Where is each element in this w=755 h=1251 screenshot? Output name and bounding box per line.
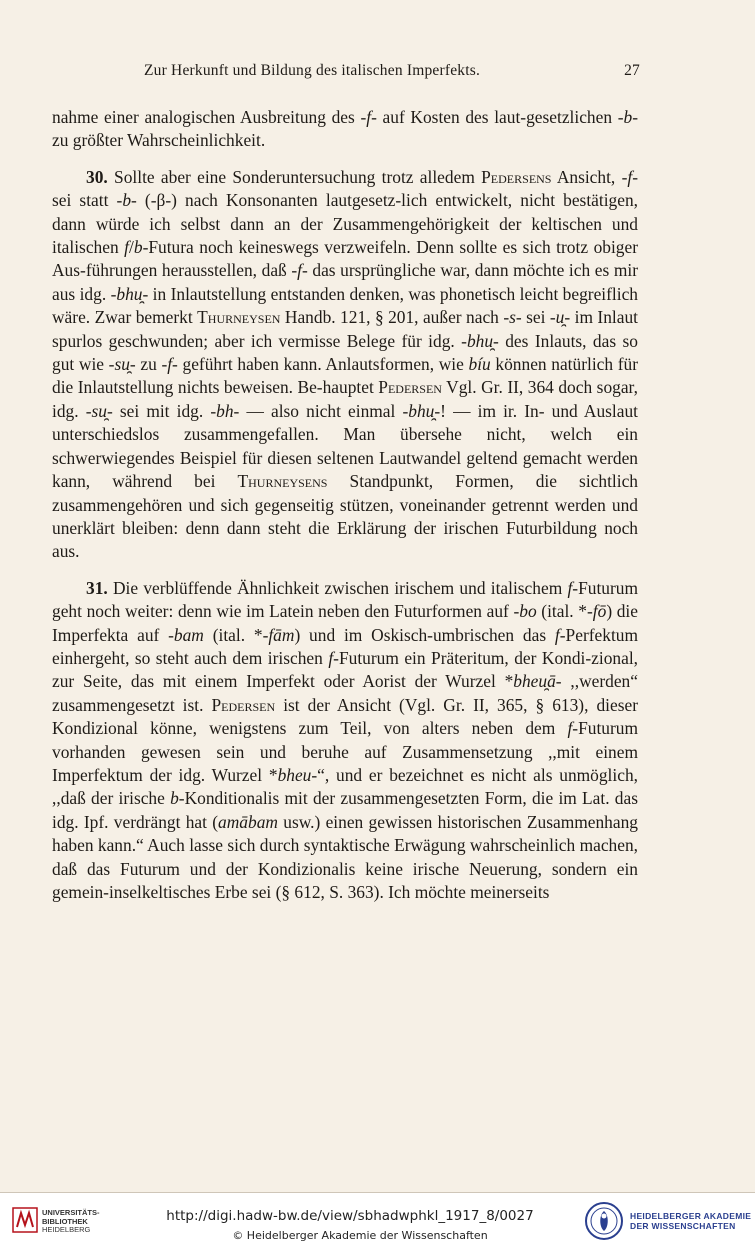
page-number: 27 [624, 62, 640, 79]
paragraph-section-31 [52, 577, 638, 905]
library-logo-icon [12, 1207, 38, 1233]
academy-seal-icon [584, 1201, 624, 1241]
section-number: 31. [86, 577, 108, 598]
library-name [42, 1209, 100, 1235]
library-line: BIBLIOTHEK [42, 1216, 88, 1226]
paragraph-text: nahme einer analogischen Ausbreitung des -f- auf Kosten des laut-gesetzlichen -b- zu größter Wahrscheinlichkeit. [52, 107, 638, 151]
footer [0, 1193, 755, 1251]
library-line: HEIDELBERG [42, 1225, 91, 1234]
copyright-notice: © Heidelberger Akademie der Wissenschaften [232, 1229, 488, 1242]
running-head-title: Zur Herkunft und Bildung des italischen Imperfekts. [144, 62, 481, 79]
academy-name [630, 1211, 751, 1231]
academy-line: DER WISSENSCHAFTEN [630, 1221, 736, 1231]
permalink[interactable]: http://digi.hadw-bw.de/view/sbhadwphkl_1917_8/0027 [166, 1208, 534, 1224]
academy-line: HEIDELBERGER AKADEMIE [630, 1211, 752, 1221]
paragraph-text: Die verblüffende Ähnlichkeit zwischen irischem und italischem f-Futurum geht noch weiter: denn wie im Latein neben den Futurformen auf -bo (ital. *-fō) die Imperfekta auf -bam (ital. *-fām) und im Oskisch-umbrischen das f-Perfektum einhergeht, so steht auch dem irischen f-Futurum ein Präteritum, der Kondi-zional, zur Seite, das mit einem Imperfekt oder Aorist der Wurzel *bheu̯ā- ,,werden“ zusammengesetzt ist. Pedersen ist der Ansicht (Vgl. Gr. II, 365, § 613), dieser Kondizional könne, wenigstens zum Teil, von alters neben dem f-Futurum vorhanden gewesen sein und beruhe auf Zusammensetzung ,,mit einem Imperfektum der idg. Wurzel *bheu-“, und er bezeichnet es nicht als unmöglich, ,,daß der irische b-Konditionalis mit der zusammengesetzten Form, die im Lat. das idg. Ipf. verdrängt hat (amābam usw.) einen gewissen historischen Zusammenhang haben kann.“ Auch lasse sich durch syntaktische Erwägung wahrscheinlich machen, daß das Futurum und der Kondizionalis keine irische Neuerung, sondern ein gemein-inselkeltisches Erbe sei (§ 612, S. 363). Ich möchte meinerseits [52, 577, 639, 902]
paragraph-continuation [52, 106, 638, 153]
paragraph-section-30 [52, 166, 638, 564]
section-number: 30. [86, 166, 108, 187]
paragraph-text: Sollte aber eine Sonderuntersuchung trotz alledem Pedersens Ansicht, -f- sei statt -b- (-β-) nach Konsonanten lautgesetz-lich entwickelt, nicht bestätigen, dann würde ich selbst dann an der Zusammengehörigkeit der keltischen und italischen f/b-Futura noch keineswegs verzweifeln. Denn sollte es sich trotz obiger Aus-führungen herausstellen, daß -f- das ursprüngliche war, dann möchte ich es mir aus idg. -bhu̯- in Inlautstellung entstanden denken, was phonetisch leicht begreiflich wäre. Zwar bemerkt Thurneysen Handb. 121, § 201, außer nach -s- sei -u̯- im Inlaut spurlos geschwunden; aber ich vermisse Belege für idg. -bhu̯- des Inlauts, das so gut wie -su̯- zu -f- geführt haben kann. Anlautsformen, wie bíu können natürlich für die Inlautstellung nichts beweisen. Be-hauptet Pedersen Vgl. Gr. II, 364 doch sogar, idg. -su̯- sei mit idg. -bh- — also nicht einmal -bhu̯-! — im ir. In- und Auslaut unterschiedslos zusammengefallen. Man übersehe nicht, welch ein schwerwiegendes Beispiel für diesen seltenen Lautwandel geltend gemacht werden kann, während bei Thurneysens Standpunkt, Formen, die sichtlich zusammengehören und sich gegenseitig stützen, voneinander getrennt werden und unerklärt bleiben: denn dann steht die Erklärung der irischen Futurbildung noch aus. [52, 166, 639, 562]
body-text [52, 106, 638, 904]
library-line: UNIVERSITÄTS- [42, 1208, 100, 1217]
